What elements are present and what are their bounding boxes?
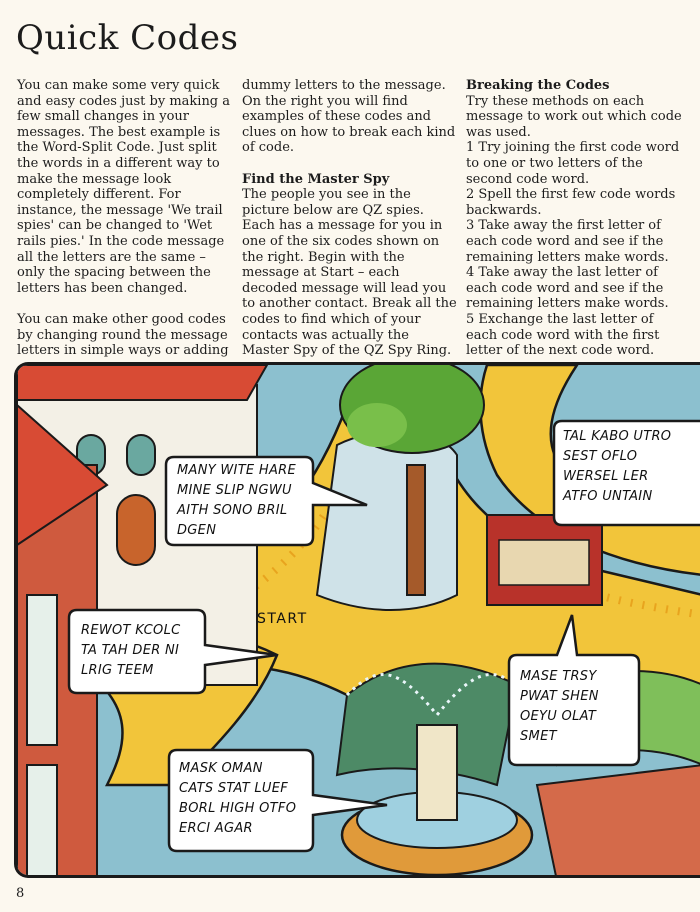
- text-column-2: [242, 78, 457, 359]
- method-step-3: 3 Take away the first letter of each code word and see if the remaining letters make words.: [466, 218, 669, 265]
- method-step-1: 1 Try joining the first code word to one or two letters of the second code word.: [466, 140, 680, 187]
- bubble-line: ERCI AGAR: [179, 821, 253, 836]
- bubble-line: ATFO UNTAIN: [563, 489, 653, 504]
- codes-paragraph: You can make other good codes by changing round the message letters in simple ways or adding: [17, 311, 229, 359]
- speech-bubble-top-right: [563, 427, 671, 507]
- master-spy-paragraph: The people you see in the picture below are QZ spies. Each has a message for you in one of the six codes shown on the right. Begin with the message at Start – each decoded message will lead you to another contact. Break all the codes to find which of your contacts was actually the Master Spy of the QZ Spy Ring.: [242, 187, 457, 359]
- bubble-line: MASK OMAN: [179, 761, 263, 776]
- bubble-line: AITH SONO BRIL: [177, 503, 288, 518]
- method-step-2: 2 Spell the first few code words backwards.: [466, 187, 676, 218]
- bubble-line: LRIG TEEM: [81, 663, 154, 678]
- page-title: Quick Codes: [16, 18, 239, 58]
- bubble-line: SEST OFLO: [563, 449, 638, 464]
- start-label: START: [257, 611, 308, 627]
- bubble-line: DGEN: [177, 523, 217, 538]
- bubble-line: MASE TRSY: [520, 669, 597, 684]
- method-step-4: 4 Take away the last letter of each code word and see if the remaining letters make words.: [466, 265, 669, 312]
- method-step-5: 5 Exchange the last letter of each code word with the first letter of the next code word.: [466, 311, 660, 359]
- bubble-line: TA TAH DER NI: [81, 643, 180, 658]
- spy-town-illustration: [14, 362, 700, 878]
- bubble-line: PWAT SHEN: [520, 689, 599, 704]
- breaking-codes-heading: Breaking the Codes: [466, 78, 610, 93]
- intro-paragraph: You can make some very quick and easy codes just by making a few small changes in your messages. The best example is the Word-Split Code. Just split the words in a different way to make the message look completely different. For instance, the message 'We trail spies' can be changed to 'Wet rails pies.' In the code message all the letters are the same – only the spacing between the letters has been changed.: [17, 78, 231, 296]
- bubble-line: MANY WITE HARE: [177, 463, 296, 478]
- bubble-line: WERSEL LER: [563, 469, 649, 484]
- bubble-line: CATS STAT LUEF: [179, 781, 289, 796]
- speech-bubble-top-center: [177, 461, 296, 541]
- bubble-line: MINE SLIP NGWU: [177, 483, 292, 498]
- text-column-1: [17, 78, 232, 359]
- text-column-3: [466, 78, 688, 359]
- bubble-line: REWOT KCOLC: [81, 623, 181, 638]
- find-master-spy-heading: Find the Master Spy: [242, 171, 390, 187]
- bubble-line: OEYU OLAT: [520, 709, 597, 724]
- breaking-codes-intro: Try these methods on each message to work out which code was used.: [466, 93, 682, 140]
- speech-bubble-left: [81, 621, 181, 681]
- examples-paragraph: dummy letters to the message. On the right you will find examples of these codes and clues on how to break each kind of code.: [242, 78, 456, 156]
- bubble-line: BORL HIGH OTFO: [179, 801, 297, 816]
- page-number: 8: [16, 886, 25, 901]
- speech-bubble-bottom: [179, 759, 296, 839]
- speech-bubble-right: [520, 667, 599, 747]
- bubble-line: TAL KABO UTRO: [563, 429, 672, 444]
- bubble-line: SMET: [520, 729, 557, 744]
